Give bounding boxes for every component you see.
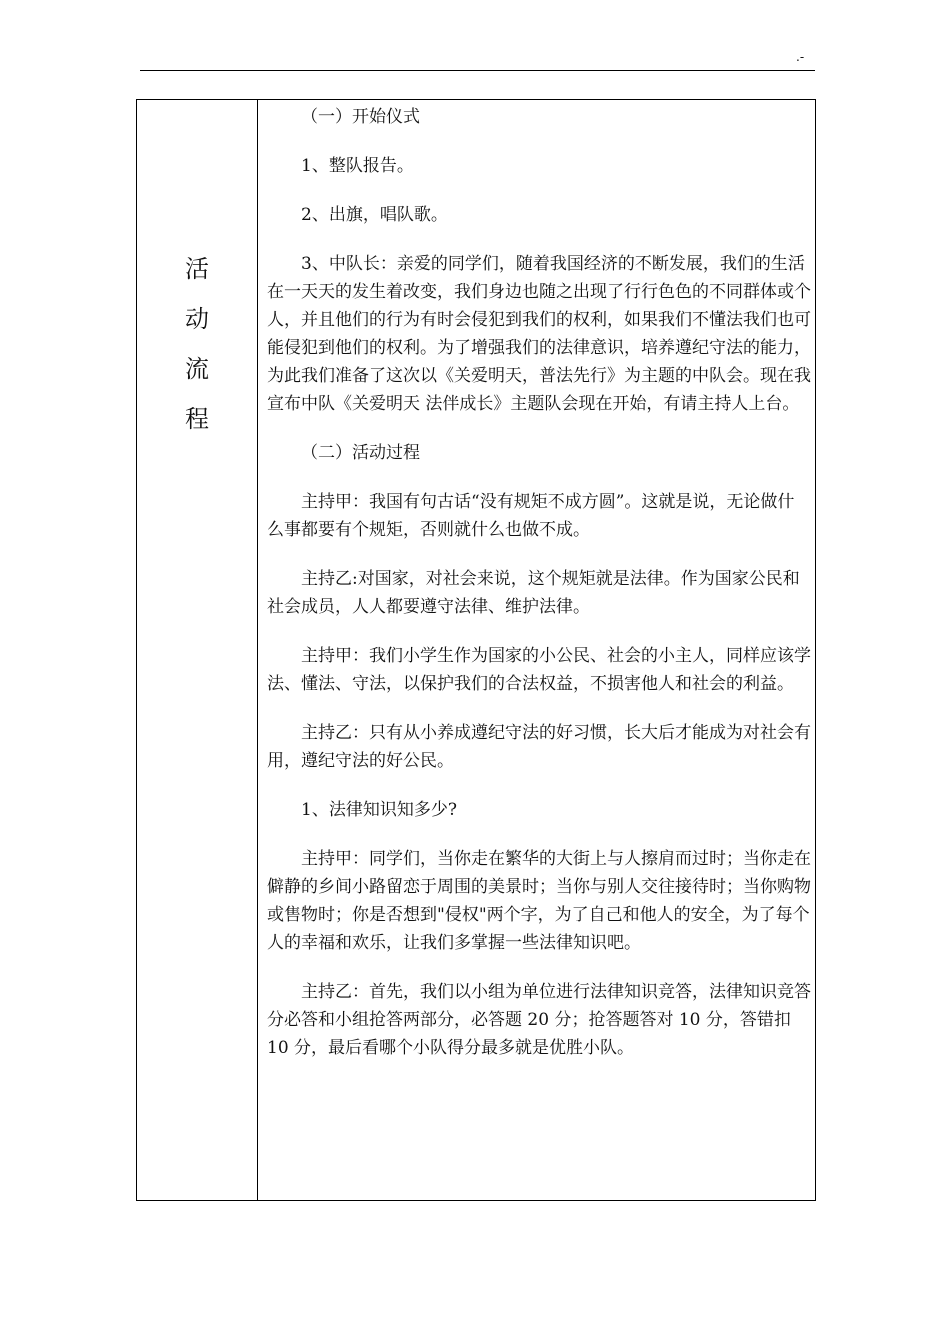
label-char-3: 流 [185, 355, 209, 383]
column-divider [257, 100, 258, 1200]
paragraph: 2、出旗，唱队歌。 [301, 205, 448, 225]
label-char-4: 程 [185, 405, 209, 433]
paragraph: 主持甲：同学们，当你走在繁华的大街上与人擦肩而过时；当你走在僻静的乡间小路留恋于周围的美景时；当你与别人交往接待时；当你购物或售物时；你是否想到"侵权"两个字，为了自己和他人的安全，为了每个人的幸福和欢乐，让我们多掌握一些法律知识吧。 [267, 849, 811, 953]
header-rule [140, 70, 815, 71]
header-mark: .- [796, 50, 805, 64]
label-column [137, 100, 257, 1200]
paragraph: 主持乙：首先，我们以小组为单位进行法律知识竞答，法律知识竞答分必答和小组抢答两部分，必答题 20 分；抢答题答对 10 分，答错扣 10 分，最后看哪个小队得分最多就是优胜小队。 [267, 982, 811, 1058]
section-heading-opening: （一）开始仪式 [301, 107, 420, 127]
paragraph: 主持乙:对国家，对社会来说，这个规矩就是法律。作为国家公民和社会成员，人人都要遵守法律、维护法律。 [267, 569, 800, 617]
paragraph: 主持甲：我国有句古话“没有规矩不成方圆”。这就是说，无论做什么事都要有个规矩，否则就什么也做不成。 [267, 492, 795, 540]
label-char-1: 活 [185, 255, 209, 283]
subheading-quiz: 1、法律知识知多少? [301, 800, 457, 820]
content-column [267, 103, 811, 1062]
paragraph: 1、整队报告。 [301, 156, 414, 176]
paragraph: 主持乙：只有从小养成遵纪守法的好习惯，长大后才能成为对社会有用，遵纪守法的好公民。 [267, 723, 811, 771]
activity-table [136, 99, 816, 1201]
section-heading-process: （二）活动过程 [301, 443, 420, 463]
label-char-2: 动 [185, 305, 209, 333]
paragraph: 主持甲：我们小学生作为国家的小公民、社会的小主人，同样应该学法、懂法、守法，以保护我们的合法权益，不损害他人和社会的利益。 [267, 646, 811, 694]
paragraph: 3、中队长：亲爱的同学们，随着我国经济的不断发展，我们的生活在一天天的发生着改变，我们身边也随之出现了行行色色的不同群体或个人，并且他们的行为有时会侵犯到我们的权利，如果我们不懂法我们也可能侵犯到他们的权利。为了增强我们的法律意识，培养遵纪守法的能力，为此我们准备了这次以《关爱明天，普法先行》为主题的中队会。现在我宣布中队《关爱明天 法伴成长》主题队会现在开始，有请主持人上台。 [267, 254, 811, 414]
